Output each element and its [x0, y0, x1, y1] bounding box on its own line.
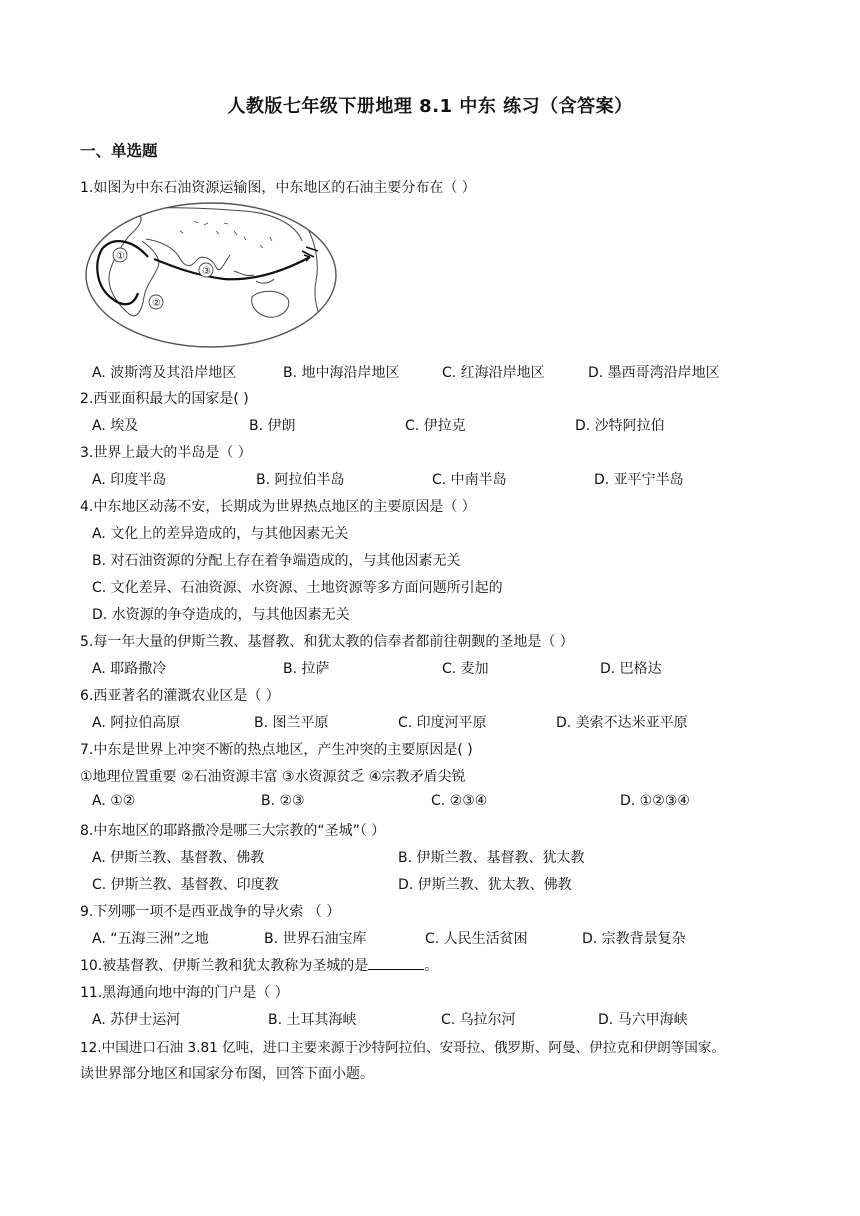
map-label-2: ②: [152, 298, 161, 309]
q1-option-a: A. 波斯湾及其沿岸地区: [92, 365, 237, 381]
question-12-stem: 12.中国进口石油 3.81 亿吨，进口主要来源于沙特阿拉伯、安哥拉、俄罗斯、阿曼、伊拉克和伊朗等国家。: [80, 1040, 726, 1056]
question-4-stem: 4.中东地区动荡不安，长期成为世界热点地区的主要原因是（ ）: [80, 499, 476, 515]
map-label-3: ③: [202, 266, 211, 277]
q11-option-d: D. 马六甲海峡: [598, 1012, 688, 1028]
q8-option-a: A. 伊斯兰教、基督教、佛教: [92, 850, 265, 866]
question-5-stem: 5.每一年大量的伊斯兰教、基督教、和犹太教的信奉者都前往朝觐的圣地是（ ）: [80, 634, 574, 650]
q2-option-d: D. 沙特阿拉伯: [575, 418, 665, 434]
q3-option-c: C. 中南半岛: [432, 472, 507, 488]
question-1-stem: 1.如图为中东石油资源运输图，中东地区的石油主要分布在（ ）: [80, 180, 476, 196]
question-9-stem: 9.下列哪一项不是西亚战争的导火索 （ ）: [80, 904, 341, 920]
q5-option-c: C. 麦加: [442, 661, 489, 677]
q7-option-a: A. ①②: [92, 793, 136, 809]
q11-option-c: C. 乌拉尔河: [441, 1012, 516, 1028]
question-10-end: 。: [424, 958, 439, 974]
q11-option-b: B. 土耳其海峡: [268, 1012, 357, 1028]
question-2-stem: 2.西亚面积最大的国家是( ): [80, 391, 249, 407]
q8-option-c: C. 伊斯兰教、基督教、印度教: [92, 877, 279, 893]
q2-option-c: C. 伊拉克: [405, 418, 466, 434]
q3-option-d: D. 亚平宁半岛: [594, 472, 684, 488]
q4-option-a: A. 文化上的差异造成的，与其他因素无关: [92, 526, 349, 542]
q6-option-c: C. 印度河平原: [398, 715, 487, 731]
map-label-1: ①: [116, 251, 125, 262]
q7-option-b: B. ②③: [261, 793, 305, 809]
q7-statements: ①地理位置重要 ②石油资源丰富 ③水资源贫乏 ④宗教矛盾尖锐: [80, 769, 466, 785]
answer-blank[interactable]: [368, 957, 424, 970]
q4-option-c: C. 文化差异、石油资源、水资源、土地资源等多方面问题所引起的: [92, 580, 503, 596]
q7-option-d: D. ①②③④: [620, 793, 690, 809]
q6-option-b: B. 图兰平原: [254, 715, 329, 731]
q9-option-c: C. 人民生活贫困: [425, 931, 528, 947]
q8-option-d: D. 伊斯兰教、犹太教、佛教: [398, 877, 572, 893]
q3-option-b: B. 阿拉伯半岛: [256, 472, 345, 488]
q1-option-d: D. 墨西哥湾沿岸地区: [588, 365, 720, 381]
q1-option-b: B. 地中海沿岸地区: [283, 365, 400, 381]
q2-option-b: B. 伊朗: [249, 418, 296, 434]
q6-option-d: D. 美索不达米亚平原: [556, 715, 688, 731]
question-6-stem: 6.西亚著名的灌溉农业区是（ ）: [80, 688, 280, 704]
q9-option-a: A. “五海三洲”之地: [92, 931, 209, 947]
question-10-stem: 10.被基督教、伊斯兰教和犹太教称为圣城的是: [80, 958, 369, 974]
q4-option-d: D. 水资源的争夺造成的，与其他因素无关: [92, 607, 350, 623]
question-7-stem: 7.中东是世界上冲突不断的热点地区，产生冲突的主要原因是( ): [80, 742, 473, 758]
q5-option-d: D. 巴格达: [600, 661, 662, 677]
question-12-stem-line2: 读世界部分地区和国家分布图，回答下面小题。: [80, 1066, 374, 1082]
q3-option-a: A. 印度半岛: [92, 472, 167, 488]
oil-transport-map: [84, 201, 338, 349]
question-8-stem: 8.中东地区的耶路撒冷是哪三大宗教的“圣城”（ ）: [80, 823, 386, 839]
q2-option-a: A. 埃及: [92, 418, 139, 434]
q5-option-a: A. 耶路撒冷: [92, 661, 167, 677]
section-heading: 一、单选题: [80, 142, 158, 160]
q4-option-b: B. 对石油资源的分配上存在着争端造成的，与其他因素无关: [92, 553, 461, 569]
q6-option-a: A. 阿拉伯高原: [92, 715, 181, 731]
q9-option-b: B. 世界石油宝库: [264, 931, 367, 947]
q11-option-a: A. 苏伊士运河: [92, 1012, 181, 1028]
q5-option-b: B. 拉萨: [283, 661, 330, 677]
question-3-stem: 3.世界上最大的半岛是（ ）: [80, 445, 252, 461]
question-11-stem: 11.黑海通向地中海的门户是（ ）: [80, 985, 289, 1001]
q8-option-b: B. 伊斯兰教、基督教、犹太教: [398, 850, 585, 866]
q9-option-d: D. 宗教背景复杂: [582, 931, 686, 947]
question-10: [80, 955, 438, 975]
page-title: 人教版七年级下册地理 8.1 中东 练习（含答案）: [227, 96, 633, 117]
q1-option-c: C. 红海沿岸地区: [442, 365, 545, 381]
q7-option-c: C. ②③④: [431, 793, 488, 809]
